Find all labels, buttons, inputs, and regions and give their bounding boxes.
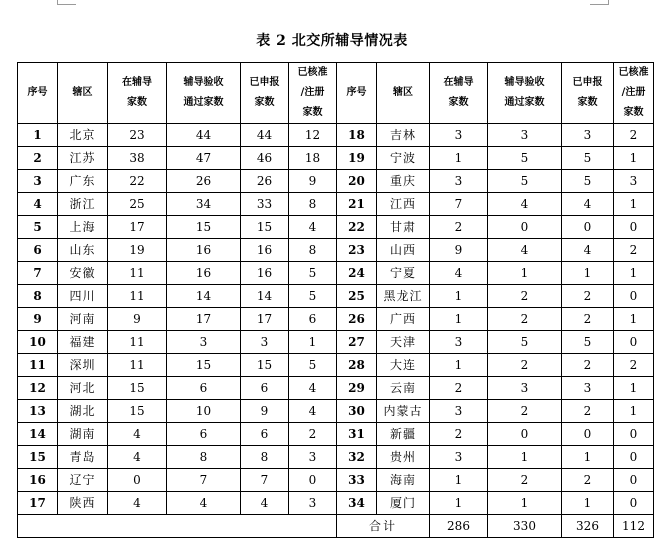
right-applied-cell: 2 — [562, 308, 614, 331]
right-tutoring-cell: 3 — [430, 446, 488, 469]
right-applied-cell: 0 — [562, 216, 614, 239]
left-seq-cell: 3 — [18, 170, 58, 193]
total-row-blank — [18, 515, 337, 538]
right-region-cell: 贵州 — [377, 446, 430, 469]
right-approved-cell: 1 — [614, 377, 654, 400]
right-region-cell: 厦门 — [377, 492, 430, 515]
left-tutoring-cell: 17 — [108, 216, 167, 239]
right-passed-cell: 1 — [488, 446, 562, 469]
right-tutoring-cell: 7 — [430, 193, 488, 216]
right-passed-cell: 2 — [488, 285, 562, 308]
left-region-cell: 湖北 — [58, 400, 108, 423]
table-row — [18, 147, 654, 170]
right-approved-cell: 0 — [614, 331, 654, 354]
left-region-cell: 福建 — [58, 331, 108, 354]
left-applied-cell: 8 — [241, 446, 289, 469]
left-applied-cell: 16 — [241, 239, 289, 262]
right-seq-cell: 26 — [337, 308, 377, 331]
left-tutoring-cell: 25 — [108, 193, 167, 216]
left-region-cell: 陕西 — [58, 492, 108, 515]
right-region-cell: 海南 — [377, 469, 430, 492]
left-passed-cell: 3 — [167, 331, 241, 354]
right-approved-cell: 0 — [614, 423, 654, 446]
right-tutoring-cell: 3 — [430, 170, 488, 193]
right-region-cell: 山西 — [377, 239, 430, 262]
right-tutoring-cell: 2 — [430, 216, 488, 239]
right-seq-cell: 30 — [337, 400, 377, 423]
right-region-cell: 大连 — [377, 354, 430, 377]
left-region-cell: 江苏 — [58, 147, 108, 170]
right-applied-cell: 1 — [562, 492, 614, 515]
table-row — [18, 308, 654, 331]
right-passed-cell: 2 — [488, 469, 562, 492]
right-seq-cell: 19 — [337, 147, 377, 170]
right-region-cell: 宁夏 — [377, 262, 430, 285]
left-approved-cell: 12 — [289, 124, 337, 147]
table-row — [18, 285, 654, 308]
left-region-cell: 安徽 — [58, 262, 108, 285]
right-approved-cell: 1 — [614, 147, 654, 170]
left-passed-cell: 6 — [167, 423, 241, 446]
left-tutoring-cell: 23 — [108, 124, 167, 147]
header-applied-right: 已申报 家数 — [562, 63, 614, 124]
right-seq-cell: 27 — [337, 331, 377, 354]
header-tutoring: 在辅导 家数 — [108, 63, 167, 124]
left-approved-cell: 4 — [289, 400, 337, 423]
right-seq-cell: 33 — [337, 469, 377, 492]
left-tutoring-cell: 38 — [108, 147, 167, 170]
crop-mark-left — [57, 0, 76, 5]
right-applied-cell: 2 — [562, 285, 614, 308]
total-passed-cell: 330 — [488, 515, 562, 538]
right-tutoring-cell: 1 — [430, 285, 488, 308]
right-region-cell: 宁波 — [377, 147, 430, 170]
crop-mark-right — [590, 0, 609, 5]
right-tutoring-cell: 9 — [430, 239, 488, 262]
left-seq-cell: 5 — [18, 216, 58, 239]
right-passed-cell: 2 — [488, 354, 562, 377]
left-region-cell: 辽宁 — [58, 469, 108, 492]
left-applied-cell: 6 — [241, 377, 289, 400]
left-seq-cell: 13 — [18, 400, 58, 423]
left-approved-cell: 2 — [289, 423, 337, 446]
right-tutoring-cell: 3 — [430, 331, 488, 354]
header-passed: 辅导验收 通过家数 — [167, 63, 241, 124]
right-applied-cell: 1 — [562, 262, 614, 285]
left-region-cell: 青岛 — [58, 446, 108, 469]
left-seq-cell: 11 — [18, 354, 58, 377]
right-region-cell: 黑龙江 — [377, 285, 430, 308]
left-seq-cell: 14 — [18, 423, 58, 446]
right-passed-cell: 2 — [488, 400, 562, 423]
right-approved-cell: 1 — [614, 400, 654, 423]
header-approved: 已核准 /注册 家数 — [289, 63, 337, 124]
right-approved-cell: 0 — [614, 216, 654, 239]
left-passed-cell: 34 — [167, 193, 241, 216]
left-region-cell: 北京 — [58, 124, 108, 147]
left-applied-cell: 15 — [241, 354, 289, 377]
left-region-cell: 浙江 — [58, 193, 108, 216]
table-row — [18, 354, 654, 377]
right-approved-cell: 1 — [614, 308, 654, 331]
left-applied-cell: 15 — [241, 216, 289, 239]
right-seq-cell: 18 — [337, 124, 377, 147]
bse-tutoring-table — [17, 62, 654, 538]
left-region-cell: 广东 — [58, 170, 108, 193]
header-region-right: 辖区 — [377, 63, 430, 124]
left-applied-cell: 16 — [241, 262, 289, 285]
right-applied-cell: 5 — [562, 147, 614, 170]
right-tutoring-cell: 2 — [430, 423, 488, 446]
header-tutoring-right: 在辅导 家数 — [430, 63, 488, 124]
left-applied-cell: 26 — [241, 170, 289, 193]
total-row — [18, 515, 654, 538]
left-passed-cell: 16 — [167, 239, 241, 262]
right-applied-cell: 4 — [562, 193, 614, 216]
right-applied-cell: 3 — [562, 124, 614, 147]
left-tutoring-cell: 0 — [108, 469, 167, 492]
right-approved-cell: 0 — [614, 492, 654, 515]
table-row — [18, 170, 654, 193]
left-applied-cell: 4 — [241, 492, 289, 515]
header-seq-right: 序号 — [337, 63, 377, 124]
right-region-cell: 新疆 — [377, 423, 430, 446]
left-passed-cell: 15 — [167, 354, 241, 377]
right-tutoring-cell: 1 — [430, 354, 488, 377]
header-row — [18, 63, 654, 124]
left-tutoring-cell: 11 — [108, 285, 167, 308]
left-tutoring-cell: 15 — [108, 377, 167, 400]
right-seq-cell: 32 — [337, 446, 377, 469]
left-region-cell: 四川 — [58, 285, 108, 308]
right-applied-cell: 5 — [562, 170, 614, 193]
left-applied-cell: 33 — [241, 193, 289, 216]
header-applied: 已申报 家数 — [241, 63, 289, 124]
left-approved-cell: 1 — [289, 331, 337, 354]
right-passed-cell: 2 — [488, 308, 562, 331]
left-approved-cell: 6 — [289, 308, 337, 331]
left-seq-cell: 12 — [18, 377, 58, 400]
right-passed-cell: 5 — [488, 170, 562, 193]
left-passed-cell: 10 — [167, 400, 241, 423]
total-applied-cell: 326 — [562, 515, 614, 538]
right-tutoring-cell: 3 — [430, 400, 488, 423]
right-applied-cell: 2 — [562, 400, 614, 423]
table-row — [18, 239, 654, 262]
left-tutoring-cell: 19 — [108, 239, 167, 262]
table-row — [18, 331, 654, 354]
left-approved-cell: 9 — [289, 170, 337, 193]
right-approved-cell: 0 — [614, 285, 654, 308]
left-passed-cell: 8 — [167, 446, 241, 469]
right-passed-cell: 3 — [488, 124, 562, 147]
left-approved-cell: 8 — [289, 193, 337, 216]
right-passed-cell: 0 — [488, 216, 562, 239]
right-approved-cell: 0 — [614, 446, 654, 469]
right-applied-cell: 5 — [562, 331, 614, 354]
table-row — [18, 446, 654, 469]
left-seq-cell: 17 — [18, 492, 58, 515]
left-passed-cell: 7 — [167, 469, 241, 492]
left-seq-cell: 15 — [18, 446, 58, 469]
right-region-cell: 重庆 — [377, 170, 430, 193]
right-passed-cell: 5 — [488, 331, 562, 354]
right-tutoring-cell: 4 — [430, 262, 488, 285]
right-region-cell: 甘肃 — [377, 216, 430, 239]
left-approved-cell: 8 — [289, 239, 337, 262]
right-approved-cell: 2 — [614, 124, 654, 147]
right-region-cell: 内蒙古 — [377, 400, 430, 423]
left-region-cell: 深圳 — [58, 354, 108, 377]
left-passed-cell: 14 — [167, 285, 241, 308]
left-applied-cell: 46 — [241, 147, 289, 170]
total-label: 合计 — [337, 515, 430, 538]
table-body — [18, 124, 654, 538]
table-row — [18, 216, 654, 239]
left-approved-cell: 5 — [289, 285, 337, 308]
right-passed-cell: 0 — [488, 423, 562, 446]
header-approved-right: 已核准 /注册 家数 — [614, 63, 654, 124]
left-passed-cell: 4 — [167, 492, 241, 515]
right-tutoring-cell: 1 — [430, 469, 488, 492]
table-row — [18, 469, 654, 492]
right-seq-cell: 25 — [337, 285, 377, 308]
right-applied-cell: 2 — [562, 354, 614, 377]
left-applied-cell: 9 — [241, 400, 289, 423]
left-seq-cell: 10 — [18, 331, 58, 354]
right-seq-cell: 23 — [337, 239, 377, 262]
left-tutoring-cell: 22 — [108, 170, 167, 193]
right-passed-cell: 1 — [488, 262, 562, 285]
right-region-cell: 云南 — [377, 377, 430, 400]
right-approved-cell: 2 — [614, 354, 654, 377]
table-title: 表 2 北交所辅导情况表 — [256, 33, 408, 49]
left-tutoring-cell: 4 — [108, 446, 167, 469]
left-approved-cell: 3 — [289, 492, 337, 515]
left-seq-cell: 2 — [18, 147, 58, 170]
left-seq-cell: 16 — [18, 469, 58, 492]
left-passed-cell: 44 — [167, 124, 241, 147]
left-tutoring-cell: 11 — [108, 262, 167, 285]
left-passed-cell: 17 — [167, 308, 241, 331]
right-applied-cell: 2 — [562, 469, 614, 492]
left-passed-cell: 16 — [167, 262, 241, 285]
table-row — [18, 492, 654, 515]
right-applied-cell: 4 — [562, 239, 614, 262]
left-applied-cell: 3 — [241, 331, 289, 354]
left-seq-cell: 1 — [18, 124, 58, 147]
left-approved-cell: 3 — [289, 446, 337, 469]
left-applied-cell: 6 — [241, 423, 289, 446]
table-row — [18, 193, 654, 216]
left-approved-cell: 4 — [289, 377, 337, 400]
right-approved-cell: 1 — [614, 262, 654, 285]
right-seq-cell: 28 — [337, 354, 377, 377]
left-tutoring-cell: 15 — [108, 400, 167, 423]
right-approved-cell: 3 — [614, 170, 654, 193]
left-seq-cell: 4 — [18, 193, 58, 216]
right-seq-cell: 24 — [337, 262, 377, 285]
right-seq-cell: 31 — [337, 423, 377, 446]
right-seq-cell: 34 — [337, 492, 377, 515]
left-applied-cell: 17 — [241, 308, 289, 331]
total-tutoring-cell: 286 — [430, 515, 488, 538]
left-seq-cell: 6 — [18, 239, 58, 262]
right-passed-cell: 5 — [488, 147, 562, 170]
right-seq-cell: 20 — [337, 170, 377, 193]
left-passed-cell: 6 — [167, 377, 241, 400]
left-passed-cell: 26 — [167, 170, 241, 193]
left-tutoring-cell: 4 — [108, 423, 167, 446]
right-approved-cell: 1 — [614, 193, 654, 216]
left-tutoring-cell: 9 — [108, 308, 167, 331]
left-seq-cell: 7 — [18, 262, 58, 285]
header-passed-right: 辅导验收 通过家数 — [488, 63, 562, 124]
left-passed-cell: 47 — [167, 147, 241, 170]
right-tutoring-cell: 3 — [430, 124, 488, 147]
right-passed-cell: 1 — [488, 492, 562, 515]
right-seq-cell: 29 — [337, 377, 377, 400]
left-region-cell: 上海 — [58, 216, 108, 239]
right-passed-cell: 3 — [488, 377, 562, 400]
right-seq-cell: 21 — [337, 193, 377, 216]
right-region-cell: 江西 — [377, 193, 430, 216]
left-applied-cell: 7 — [241, 469, 289, 492]
right-tutoring-cell: 1 — [430, 147, 488, 170]
left-approved-cell: 18 — [289, 147, 337, 170]
left-tutoring-cell: 11 — [108, 354, 167, 377]
left-approved-cell: 5 — [289, 262, 337, 285]
right-passed-cell: 4 — [488, 239, 562, 262]
right-tutoring-cell: 1 — [430, 492, 488, 515]
right-tutoring-cell: 2 — [430, 377, 488, 400]
left-seq-cell: 8 — [18, 285, 58, 308]
right-region-cell: 天津 — [377, 331, 430, 354]
left-passed-cell: 15 — [167, 216, 241, 239]
total-approved-cell: 112 — [614, 515, 654, 538]
left-tutoring-cell: 11 — [108, 331, 167, 354]
left-region-cell: 河南 — [58, 308, 108, 331]
left-approved-cell: 5 — [289, 354, 337, 377]
table-row — [18, 124, 654, 147]
right-region-cell: 广西 — [377, 308, 430, 331]
right-approved-cell: 0 — [614, 469, 654, 492]
left-applied-cell: 44 — [241, 124, 289, 147]
left-applied-cell: 14 — [241, 285, 289, 308]
right-passed-cell: 4 — [488, 193, 562, 216]
left-approved-cell: 4 — [289, 216, 337, 239]
left-region-cell: 山东 — [58, 239, 108, 262]
left-region-cell: 湖南 — [58, 423, 108, 446]
table-row — [18, 377, 654, 400]
table-row — [18, 423, 654, 446]
left-region-cell: 河北 — [58, 377, 108, 400]
right-region-cell: 吉林 — [377, 124, 430, 147]
right-applied-cell: 3 — [562, 377, 614, 400]
table-row — [18, 262, 654, 285]
right-applied-cell: 1 — [562, 446, 614, 469]
right-approved-cell: 2 — [614, 239, 654, 262]
table-row — [18, 400, 654, 423]
header-region: 辖区 — [58, 63, 108, 124]
right-seq-cell: 22 — [337, 216, 377, 239]
left-approved-cell: 0 — [289, 469, 337, 492]
left-seq-cell: 9 — [18, 308, 58, 331]
header-seq: 序号 — [18, 63, 58, 124]
left-tutoring-cell: 4 — [108, 492, 167, 515]
right-applied-cell: 0 — [562, 423, 614, 446]
right-tutoring-cell: 1 — [430, 308, 488, 331]
